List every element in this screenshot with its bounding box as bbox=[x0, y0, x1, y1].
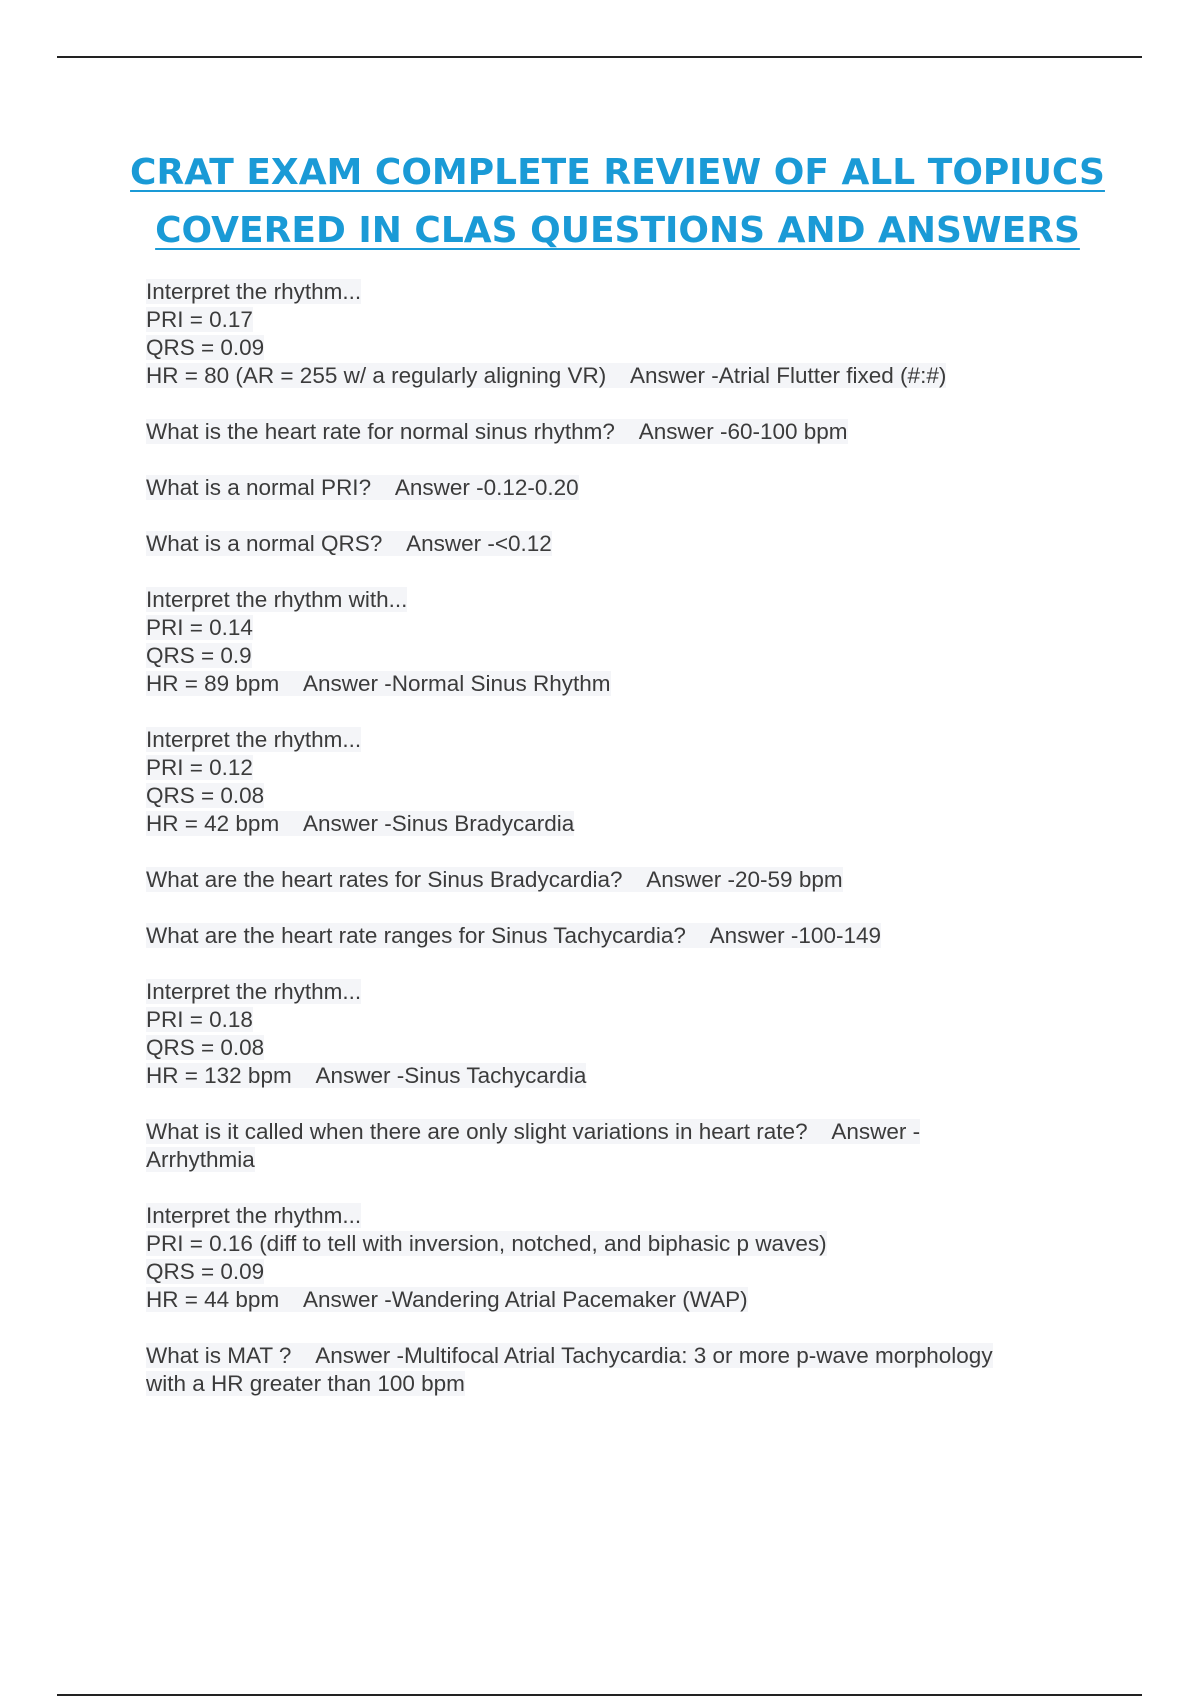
qa-item bbox=[146, 922, 1096, 950]
qa-line: Arrhythmia bbox=[146, 1147, 255, 1172]
qa-line: PRI = 0.17 bbox=[146, 307, 253, 332]
qa-item bbox=[146, 978, 1096, 1090]
qa-item bbox=[146, 1202, 1096, 1314]
qa-line: HR = 80 (AR = 255 w/ a regularly aligning VR) Answer -Atrial Flutter fixed (#:#) bbox=[146, 363, 947, 388]
qa-item bbox=[146, 530, 1096, 558]
qa-line: What is the heart rate for normal sinus rhythm? Answer -60-100 bpm bbox=[146, 419, 848, 444]
qa-item bbox=[146, 418, 1096, 446]
qa-line: Interpret the rhythm... bbox=[146, 1203, 362, 1228]
top-rule bbox=[57, 56, 1142, 58]
qa-item bbox=[146, 1118, 1096, 1174]
document-title bbox=[0, 144, 1200, 260]
qa-line: What is MAT ? Answer -Multifocal Atrial Tachycardia: 3 or more p-wave morphology bbox=[146, 1343, 993, 1368]
qa-line: What is a normal PRI? Answer -0.12-0.20 bbox=[146, 475, 579, 500]
qa-line: What is a normal QRS? Answer -<0.12 bbox=[146, 531, 552, 556]
qa-line: What are the heart rate ranges for Sinus Tachycardia? Answer -100-149 bbox=[146, 923, 881, 948]
qa-line: PRI = 0.16 (diff to tell with inversion, notched, and biphasic p waves) bbox=[146, 1231, 827, 1256]
qa-line: QRS = 0.09 bbox=[146, 335, 265, 360]
qa-line: HR = 132 bpm Answer -Sinus Tachycardia bbox=[146, 1063, 587, 1088]
qa-item bbox=[146, 1342, 1096, 1398]
qa-item bbox=[146, 726, 1096, 838]
qa-line: QRS = 0.08 bbox=[146, 1035, 265, 1060]
qa-item bbox=[146, 866, 1096, 894]
qa-list bbox=[146, 278, 1096, 1426]
qa-line: Interpret the rhythm... bbox=[146, 279, 362, 304]
qa-line: QRS = 0.9 bbox=[146, 643, 252, 668]
qa-item bbox=[146, 474, 1096, 502]
qa-item bbox=[146, 586, 1096, 698]
qa-line: QRS = 0.08 bbox=[146, 783, 265, 808]
qa-line: HR = 42 bpm Answer -Sinus Bradycardia bbox=[146, 811, 575, 836]
qa-line: HR = 44 bpm Answer -Wandering Atrial Pacemaker (WAP) bbox=[146, 1287, 748, 1312]
qa-line: PRI = 0.12 bbox=[146, 755, 253, 780]
qa-line: PRI = 0.18 bbox=[146, 1007, 253, 1032]
qa-line: PRI = 0.14 bbox=[146, 615, 253, 640]
qa-line: Interpret the rhythm with... bbox=[146, 587, 408, 612]
qa-line: What is it called when there are only slight variations in heart rate? Answer - bbox=[146, 1119, 921, 1144]
qa-line: with a HR greater than 100 bpm bbox=[146, 1371, 465, 1396]
qa-line: Interpret the rhythm... bbox=[146, 727, 362, 752]
qa-line: Interpret the rhythm... bbox=[146, 979, 362, 1004]
bottom-rule bbox=[57, 1694, 1142, 1696]
title-line-2: COVERED IN CLAS QUESTIONS AND ANSWERS bbox=[155, 210, 1080, 251]
qa-line: HR = 89 bpm Answer -Normal Sinus Rhythm bbox=[146, 671, 611, 696]
qa-line: What are the heart rates for Sinus Bradycardia? Answer -20-59 bpm bbox=[146, 867, 843, 892]
title-line-1: CRAT EXAM COMPLETE REVIEW OF ALL TOPIUCS bbox=[130, 152, 1105, 193]
qa-item bbox=[146, 278, 1096, 390]
qa-line: QRS = 0.09 bbox=[146, 1259, 265, 1284]
